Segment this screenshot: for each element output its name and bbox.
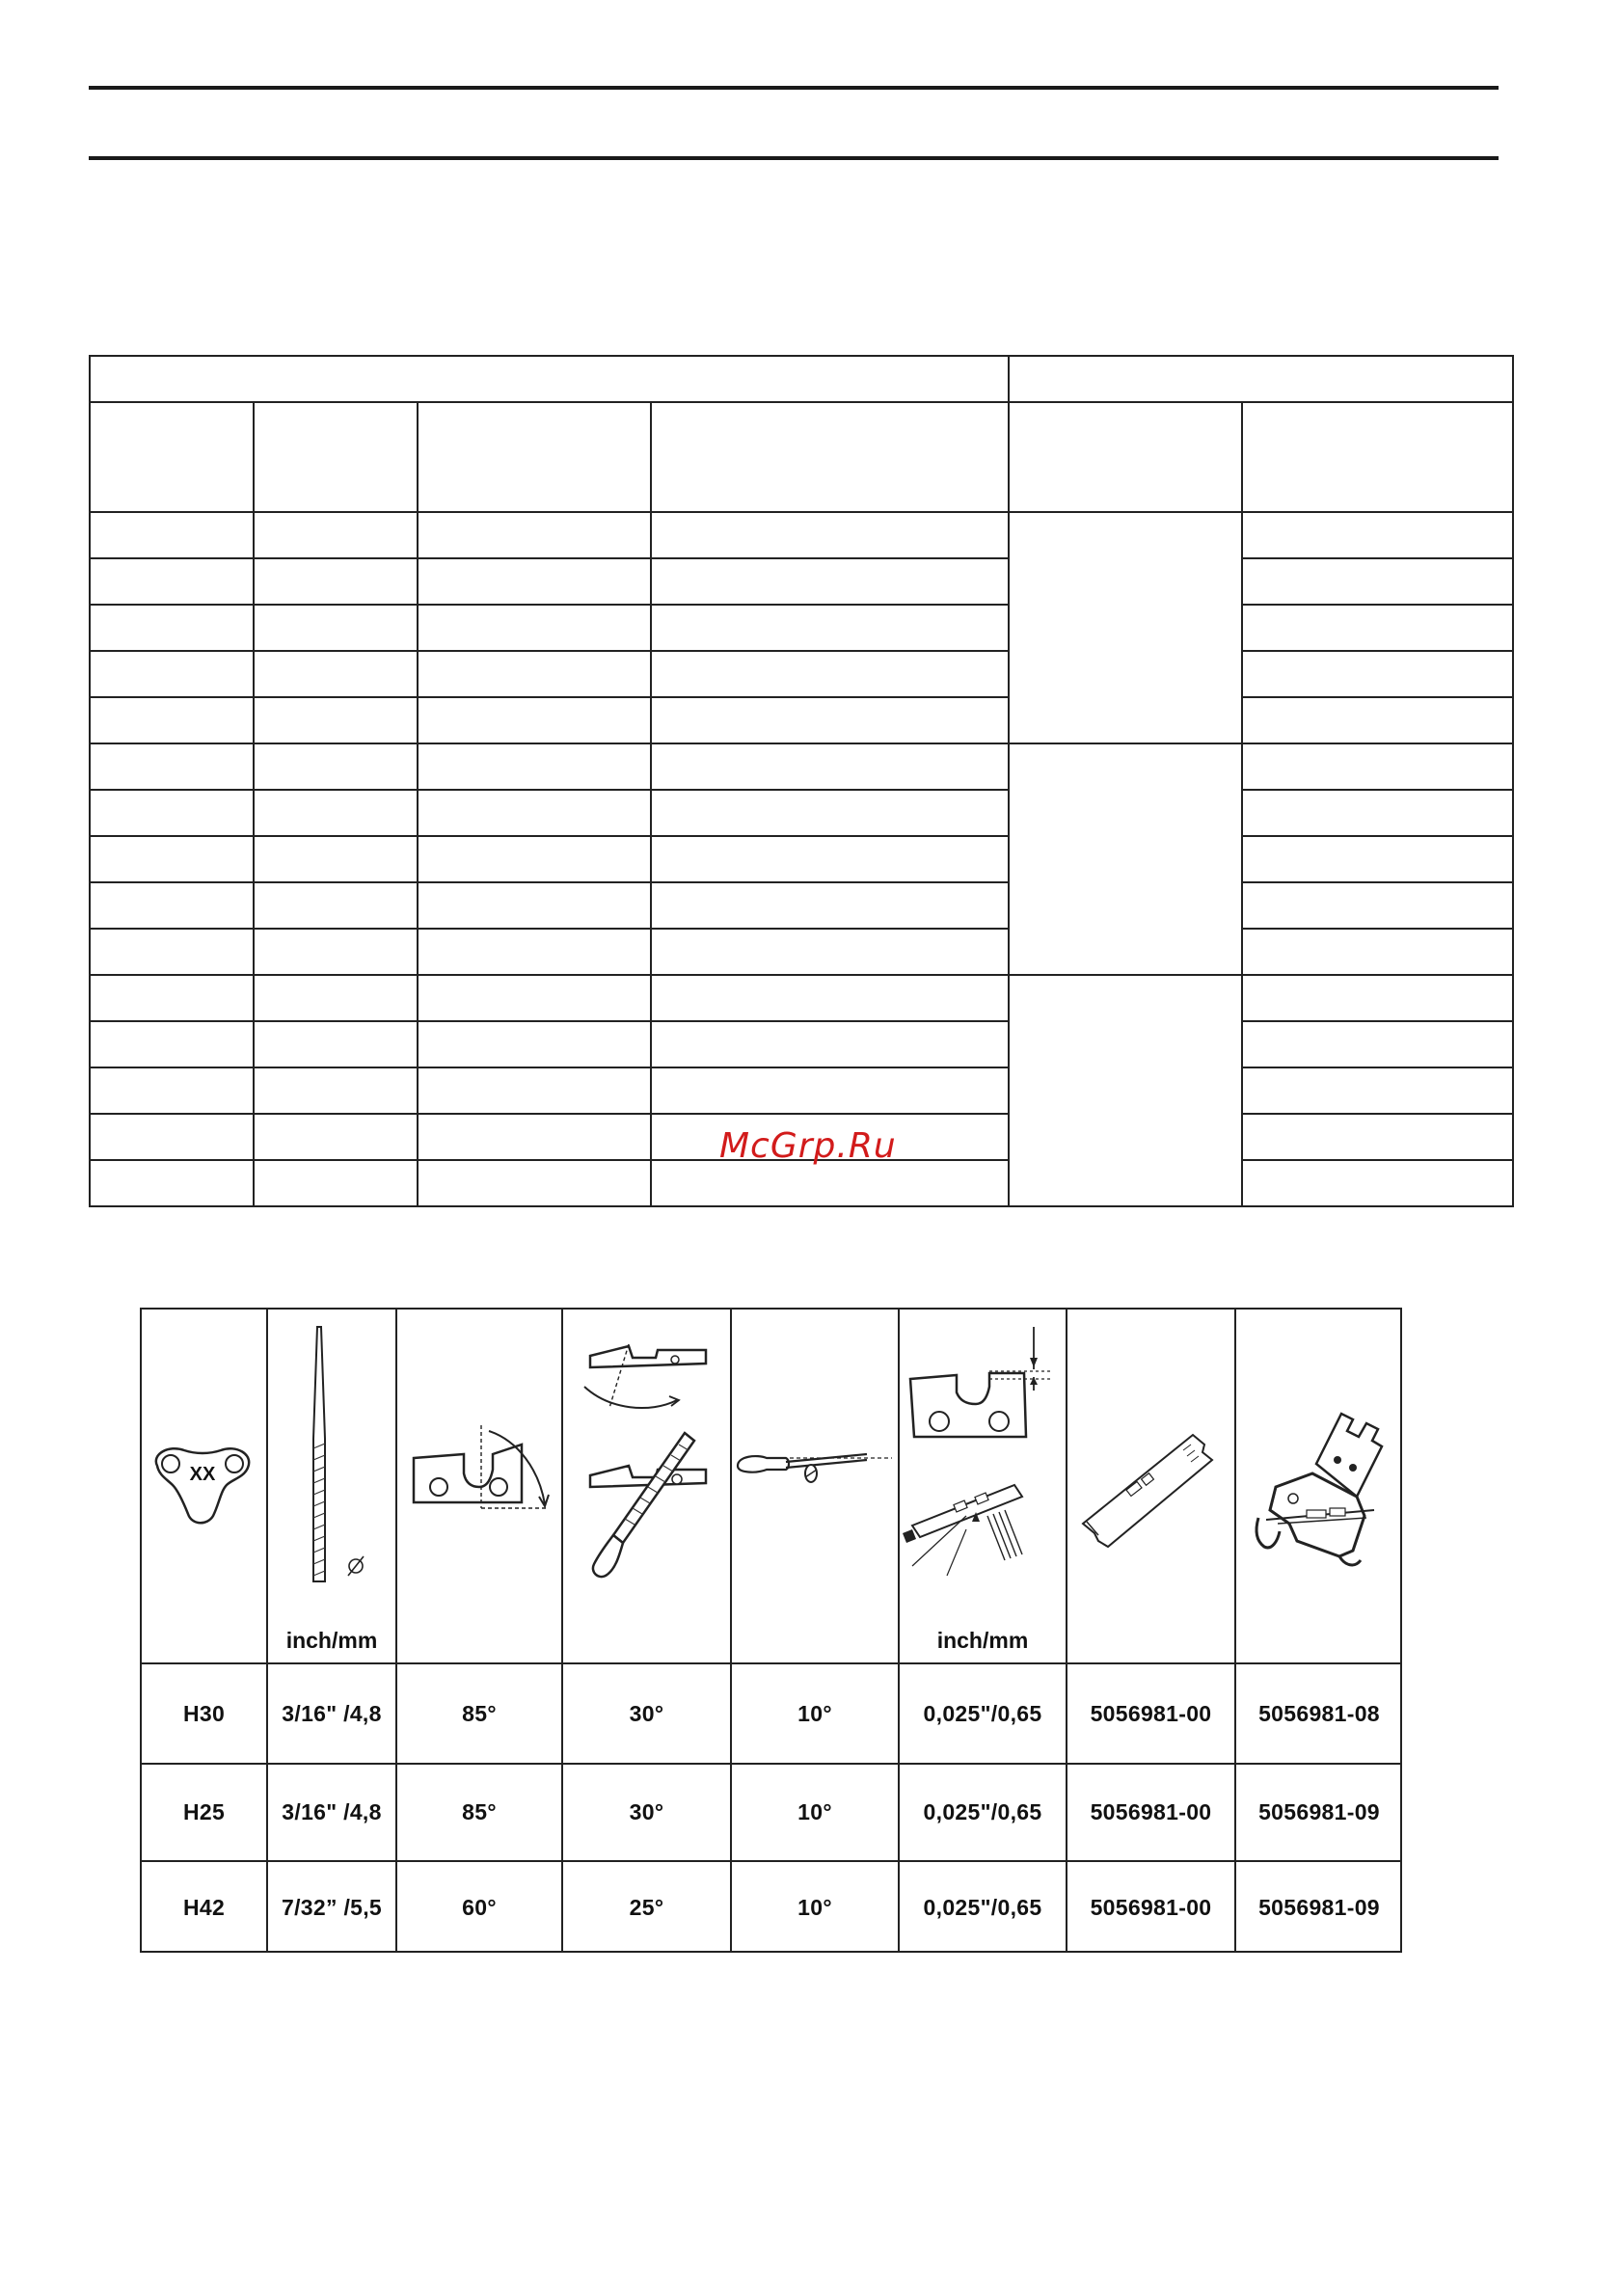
grid-line (1242, 974, 1514, 976)
chain-code-label: XX (189, 1464, 216, 1485)
grid-line (1242, 1159, 1514, 1161)
cell-top-plate: 85° (462, 1799, 497, 1824)
grid-line (89, 1113, 1009, 1115)
grid-line (89, 511, 1514, 513)
grid-line (253, 401, 255, 1207)
cell-filing: 30° (629, 1799, 664, 1824)
header-rule-top (89, 86, 1499, 90)
cell-tilt: 10° (797, 1894, 832, 1920)
cell-file: 7/32” /5,5 (281, 1894, 383, 1920)
grid-line (417, 401, 419, 1207)
grid-line (1512, 355, 1514, 1207)
cell-top-plate: 60° (462, 1894, 497, 1920)
grid-line (1242, 557, 1514, 559)
file-unit-label: inch/mm (285, 1628, 378, 1653)
grid-line (1242, 928, 1514, 930)
top-plate-angle-icon (404, 1416, 554, 1541)
cell-depth: 0,025"/0,65 (923, 1700, 1042, 1726)
grid-line (1242, 1020, 1514, 1022)
grid-line (1242, 604, 1514, 606)
cell-chain: H25 (182, 1799, 226, 1824)
cell-tilt: 10° (797, 1799, 832, 1824)
depth-gauge-tool-icon (1069, 1416, 1231, 1570)
cell-file-guide: 5056981-08 (1258, 1700, 1380, 1726)
header-rule-bottom (89, 156, 1499, 160)
grid-line (89, 974, 1009, 976)
grid-line (89, 743, 1009, 744)
depth-gauge-icon (899, 1323, 1065, 1583)
cell-gauge-tool: 5056981-00 (1090, 1799, 1212, 1824)
grid-line (1242, 789, 1514, 791)
grid-line (1242, 696, 1514, 698)
grid-line (1242, 881, 1514, 883)
cell-gauge-tool: 5056981-00 (1090, 1700, 1212, 1726)
cell-file: 3/16" /4,8 (282, 1700, 382, 1726)
cell-gauge-tool: 5056981-00 (1090, 1894, 1212, 1920)
cell-chain: H30 (182, 1700, 226, 1726)
cell-top-plate: 85° (462, 1700, 497, 1726)
grid-line (1009, 974, 1242, 976)
cell-filing: 30° (629, 1700, 664, 1726)
grid-line (89, 401, 1514, 403)
grid-line (1242, 1113, 1514, 1115)
grid-line (89, 789, 1009, 791)
grid-line (89, 355, 91, 1207)
file-tilt-angle-icon (732, 1435, 896, 1512)
grid-line (1009, 743, 1242, 744)
grid-line (1242, 835, 1514, 837)
grid-line (1242, 1067, 1514, 1068)
cell-file: 3/16" /4,8 (282, 1799, 382, 1824)
chain-code-icon (149, 1437, 257, 1533)
grid-line (89, 1020, 1009, 1022)
grid-line (89, 835, 1009, 837)
grid-line (89, 696, 1009, 698)
cell-tilt: 10° (797, 1700, 832, 1726)
cell-depth: 0,025"/0,65 (923, 1799, 1042, 1824)
cell-chain: H42 (182, 1894, 226, 1920)
grid-line (1008, 355, 1010, 1207)
grid-line (89, 1205, 1514, 1207)
grid-line (650, 401, 652, 1207)
depth-gauge-unit-label: inch/mm (936, 1628, 1029, 1653)
grid-line (89, 928, 1009, 930)
sharpening-table (140, 1308, 1402, 1953)
cell-filing: 25° (629, 1894, 664, 1920)
grid-line (89, 604, 1009, 606)
grid-line (89, 881, 1009, 883)
filing-angle-icon (571, 1329, 725, 1589)
grid-line (1242, 650, 1514, 652)
cell-file-guide: 5056981-09 (1258, 1894, 1380, 1920)
specification-grid (89, 355, 1514, 1207)
grid-line (89, 557, 1009, 559)
grid-line (89, 355, 1514, 357)
grid-line (89, 1067, 1009, 1068)
watermark: McGrp.Ru (719, 1126, 897, 1166)
grid-line (1242, 743, 1514, 744)
grid-line (89, 650, 1009, 652)
cell-depth: 0,025"/0,65 (923, 1894, 1042, 1920)
round-file-icon (296, 1323, 373, 1593)
file-guide-icon (1239, 1396, 1401, 1589)
grid-line (1241, 401, 1243, 1207)
cell-file-guide: 5056981-09 (1258, 1799, 1380, 1824)
